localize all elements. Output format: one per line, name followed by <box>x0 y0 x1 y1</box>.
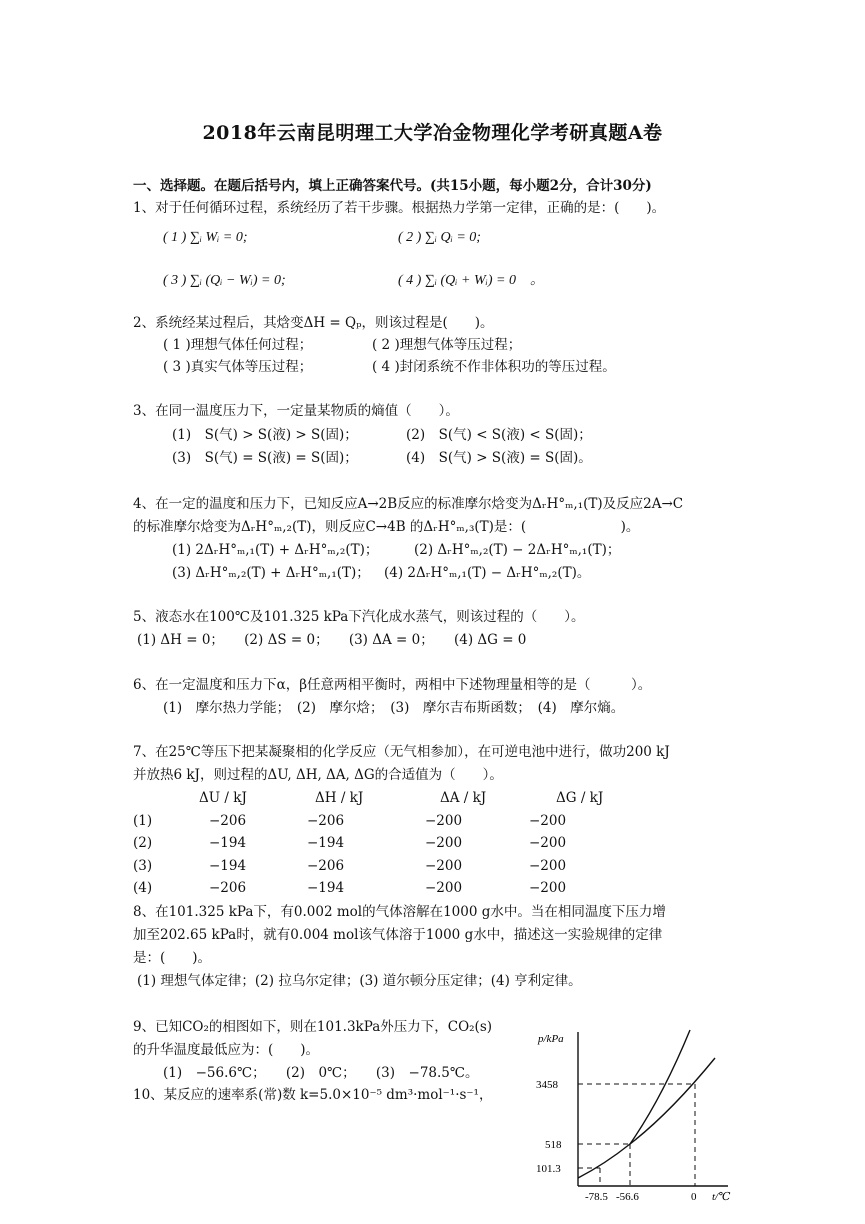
question-8-options: (1) 理想气体定律；(2) 拉乌尔定律；(3) 道尔顿分压定律；(4) 亨利定律。 <box>137 973 582 989</box>
question-1-option-2: ( 2 ) ∑ᵢ Qᵢ = 0; <box>398 230 481 245</box>
question-6-options: (1) 摩尔热力学能； (2) 摩尔焓； (3) 摩尔吉布斯函数； (4) 摩尔熵。 <box>163 700 625 716</box>
question-2-stem: 2、系统经某过程后，其焓变ΔH = Qₚ，则该过程是( )。 <box>133 315 494 331</box>
question-5-stem: 5、液态水在100℃及101.325 kPa下汽化成水蒸气，则该过程的（ ）。 <box>133 609 585 625</box>
question-1-option-1: ( 1 ) ∑ᵢ Wᵢ = 0; <box>163 230 248 245</box>
table-cell: −200 <box>425 858 463 874</box>
question-1-option-3: ( 3 ) ∑ᵢ (Qᵢ − Wᵢ) = 0; <box>163 273 286 288</box>
question-9-line-2: 的升华温度最低应为：( )。 <box>133 1042 320 1058</box>
question-6-stem: 6、在一定温度和压力下α，β任意两相平衡时，两相中下述物理量相等的是（ ）。 <box>133 677 652 693</box>
question-3-option-1: (1) S(气) > S(液) > S(固)； <box>172 427 358 443</box>
question-1-stem: 1、对于任何循环过程，系统经历了若干步骤。根据热力学第一定律，正确的是：( )。 <box>133 200 666 216</box>
question-4-option-2: (2) ΔᵣH°ₘ,₂(T) − 2ΔᵣH°ₘ,₁(T)； <box>414 542 621 558</box>
question-5-options: (1) ΔH = 0； (2) ΔS = 0； (3) ΔA = 0； (4) ΔG = 0 <box>137 632 527 648</box>
question-10-line-1: 10、某反应的速率系(常)数 k=5.0×10⁻⁵ dm³·mol⁻¹·s⁻¹， <box>133 1087 493 1103</box>
table-header-du: ΔU / kJ <box>199 790 247 806</box>
melting-curve <box>630 1030 690 1144</box>
table-cell: −206 <box>307 858 345 874</box>
table-cell: −200 <box>425 835 463 851</box>
question-2-option-1: ( 1 )理想气体任何过程； <box>163 337 313 353</box>
table-cell: −200 <box>529 858 567 874</box>
question-4-option-4: (4) 2ΔᵣH°ₘ,₁(T) − ΔᵣH°ₘ,₂(T)。 <box>384 565 591 581</box>
question-7-stem-line-1: 7、在25℃等压下把某凝聚相的化学反应（无气相参加），在可逆电池中进行，做功200 kJ <box>133 744 670 760</box>
table-cell: −194 <box>209 835 247 851</box>
question-2-option-3: ( 3 )真实气体等压过程； <box>163 359 313 375</box>
question-3-stem: 3、在同一温度压力下，一定量某物质的熵值（ ）。 <box>133 403 459 419</box>
question-2-option-4: ( 4 )封闭系统不作非体积功的等压过程。 <box>372 359 616 375</box>
question-7-stem-line-2: 并放热6 kJ，则过程的ΔU, ΔH, ΔA, ΔG的合适值为（ ）。 <box>133 767 503 783</box>
table-cell: (3) <box>133 858 153 874</box>
question-4-stem-line-1: 4、在一定的温度和压力下，已知反应A→2B反应的标准摩尔焓变为ΔᵣH°ₘ,₁(T)及反应2A→C <box>133 496 684 512</box>
section-heading: 一、选择题。在题后括号内，填上正确答案代号。(共15小题，每小题2分，合计30分) <box>133 178 652 194</box>
question-4-stem-line-2: 的标准摩尔焓变为ΔᵣH°ₘ,₂(T)，则反应C→4B 的ΔᵣH°ₘ,₃(T)是：( )。 <box>133 519 640 535</box>
table-header-dg: ΔG / kJ <box>556 790 604 806</box>
question-8-line-1: 8、在101.325 kPa下，有0.002 mol的气体溶解在1000 g水中。当在相同温度下压力增 <box>133 904 666 920</box>
y-tick-101-3: 101.3 <box>536 1163 561 1175</box>
table-cell: −206 <box>307 813 345 829</box>
co2-phase-diagram <box>530 1028 760 1208</box>
question-3-option-4: (4) S(气) > S(液) = S(固)。 <box>406 450 592 466</box>
table-cell: −200 <box>425 813 463 829</box>
table-cell: (4) <box>133 880 153 896</box>
question-3-option-2: (2) S(气) < S(液) < S(固)； <box>406 427 592 443</box>
table-cell: −194 <box>307 880 345 896</box>
table-header-dh: ΔH / kJ <box>315 790 364 806</box>
page-title: 2018年云南昆明理工大学冶金物理化学考研真题A卷 <box>202 122 663 144</box>
question-9-options: (1) −56.6℃； (2) 0℃； (3) −78.5℃。 <box>163 1065 479 1081</box>
x-tick-0: 0 <box>691 1191 697 1203</box>
question-8-line-3: 是：( )。 <box>133 950 212 966</box>
x-tick-neg-56-6: -56.6 <box>616 1191 639 1203</box>
question-4-option-3: (3) ΔᵣH°ₘ,₂(T) + ΔᵣH°ₘ,₁(T)； <box>172 565 370 581</box>
question-8-line-2: 加至202.65 kPa时，就有0.004 mol该气体溶于1000 g水中，描述这一实验规律的定律 <box>133 927 663 943</box>
question-9-line-1: 9、已知CO₂的相图如下，则在101.3kPa外压力下，CO₂(s) <box>133 1019 493 1035</box>
table-cell: −200 <box>425 880 463 896</box>
y-tick-3458: 3458 <box>536 1079 558 1091</box>
question-4-option-1: (1) 2ΔᵣH°ₘ,₁(T) + ΔᵣH°ₘ,₂(T)； <box>172 542 379 558</box>
y-axis-label: p/kPa <box>538 1033 564 1045</box>
x-axis-label: t/℃ <box>712 1191 731 1203</box>
table-cell: −200 <box>529 880 567 896</box>
table-cell: (1) <box>133 813 153 829</box>
question-2-option-2: ( 2 )理想气体等压过程； <box>372 337 522 353</box>
table-header-da: ΔA / kJ <box>440 790 487 806</box>
table-cell: −200 <box>529 835 567 851</box>
table-cell: −206 <box>209 813 247 829</box>
table-cell: −194 <box>307 835 345 851</box>
table-cell: −200 <box>529 813 567 829</box>
question-3-option-3: (3) S(气) = S(液) = S(固)； <box>172 450 358 466</box>
question-1-option-4: ( 4 ) ∑ᵢ (Qᵢ + Wᵢ) = 0 。 <box>398 273 544 288</box>
table-cell: −206 <box>209 880 247 896</box>
y-tick-518: 518 <box>545 1139 562 1151</box>
x-tick-neg-78-5: -78.5 <box>585 1191 608 1203</box>
table-cell: (2) <box>133 835 153 851</box>
table-cell: −194 <box>209 858 247 874</box>
